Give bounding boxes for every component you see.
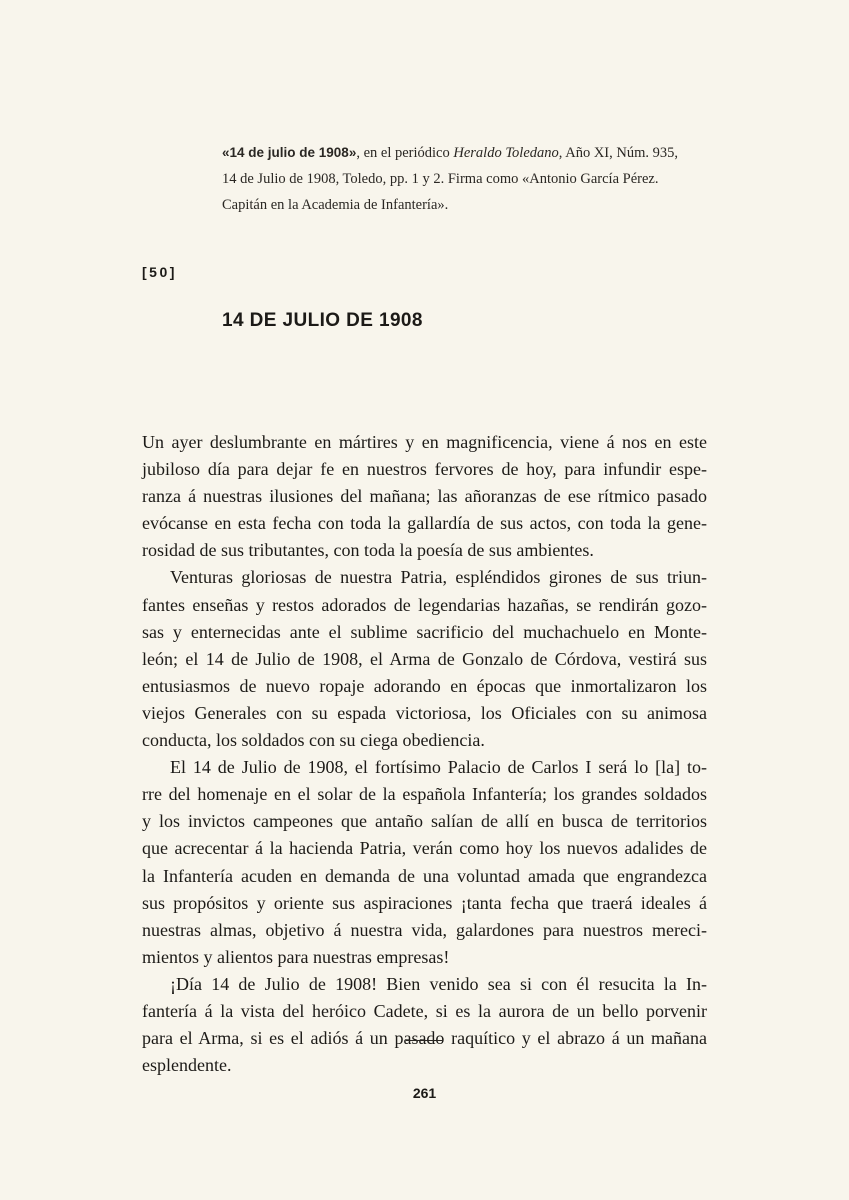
document-number: [50] <box>142 264 177 280</box>
text-line: sus propósitos y oriente sus aspiraciones ¡tanta fecha que traerá ideales á <box>142 892 707 913</box>
text-line: evócanse en esta fecha con toda la gallardía de sus actos, con toda la gene- <box>142 513 707 534</box>
text-line: sas y enternecidas ante el sublime sacrificio del muchachuelo en Monte- <box>142 621 707 642</box>
text-line: y los invictos campeones que antaño salían de allí en busca de territorios <box>142 811 707 832</box>
text-line: mientos y alientos para nuestras empresas! <box>142 946 450 967</box>
text-line: león; el 14 de Julio de 1908, el Arma de Gonzalo de Córdova, vestirá sus <box>142 648 707 669</box>
text-line: entusiasmos de nuevo ropaje adorando en épocas que inmortalizaron los <box>142 675 707 696</box>
text-line: Venturas gloriosas de nuestra Patria, espléndidos girones de sus triun- <box>170 567 707 588</box>
text-line: viejos Generales con su espada victoriosa, los Oficiales con su animosa <box>142 702 707 723</box>
source-note-text: , en el periódico <box>356 145 454 161</box>
text-line: ¡Día 14 de Julio de 1908! Bien venido sea si con él resucita la In- <box>170 973 707 994</box>
text-line: nuestras almas, objetivo á nuestra vida, galardones para nuestros mereci- <box>142 919 707 940</box>
text-line: jubiloso día para dejar fe en nuestros fervores de hoy, para infundir espe- <box>142 459 707 480</box>
section-end-rule <box>406 1040 442 1041</box>
text-line: ranza á nuestras ilusiones del mañana; las añoranzas de ese rítmico pasado <box>142 486 707 507</box>
text-line: para el Arma, si es el adiós á un pasado raquítico y el abrazo á un mañana <box>142 1028 707 1049</box>
paragraph-2 <box>142 564 707 754</box>
text-line: rosidad de sus tributantes, con toda la poesía de sus ambientes. <box>142 540 594 561</box>
document-title: 14 DE JULIO DE 1908 <box>222 310 423 331</box>
paragraph-3 <box>142 754 707 971</box>
paragraph-1 <box>142 429 707 564</box>
page-number: 261 <box>412 1085 437 1101</box>
source-note-line-3: Capitán en la Academia de Infantería». <box>222 197 449 213</box>
source-note <box>222 140 692 218</box>
source-note-issue: , Año XI, Núm. 935, <box>558 145 679 161</box>
text-line: conducta, los soldados con su ciega obediencia. <box>142 730 485 751</box>
text-line: rre del homenaje en el solar de la española Infantería; los grandes soldados <box>142 784 707 805</box>
source-note-lead: «14 de julio de 1908» <box>222 145 357 160</box>
text-line: El 14 de Julio de 1908, el fortísimo Palacio de Carlos I será lo [la] to- <box>170 757 707 778</box>
paragraph-4 <box>142 971 707 1079</box>
source-note-line-2: 14 de Julio de 1908, Toledo, pp. 1 y 2. Firma como «Antonio García Pérez. <box>222 171 659 187</box>
text-line: la Infantería acuden en demanda de una voluntad amada que engrandezca <box>142 865 707 886</box>
body-text <box>142 429 707 1079</box>
source-note-line-1 <box>222 140 692 166</box>
periodical-name: Heraldo Toledano <box>453 145 559 161</box>
text-line: esplendente. <box>142 1055 232 1076</box>
text-line: que acrecentar á la hacienda Patria, verán como hoy los nuevos adalides de <box>142 838 707 859</box>
text-line: Un ayer deslumbrante en mártires y en magnificencia, viene á nos en este <box>142 432 707 452</box>
text-line: fantes enseñas y restos adorados de legendarias hazañas, se rendirán gozo- <box>142 594 707 615</box>
text-line: fantería á la vista del heróico Cadete, si es la aurora de un bello porvenir <box>142 1000 707 1021</box>
